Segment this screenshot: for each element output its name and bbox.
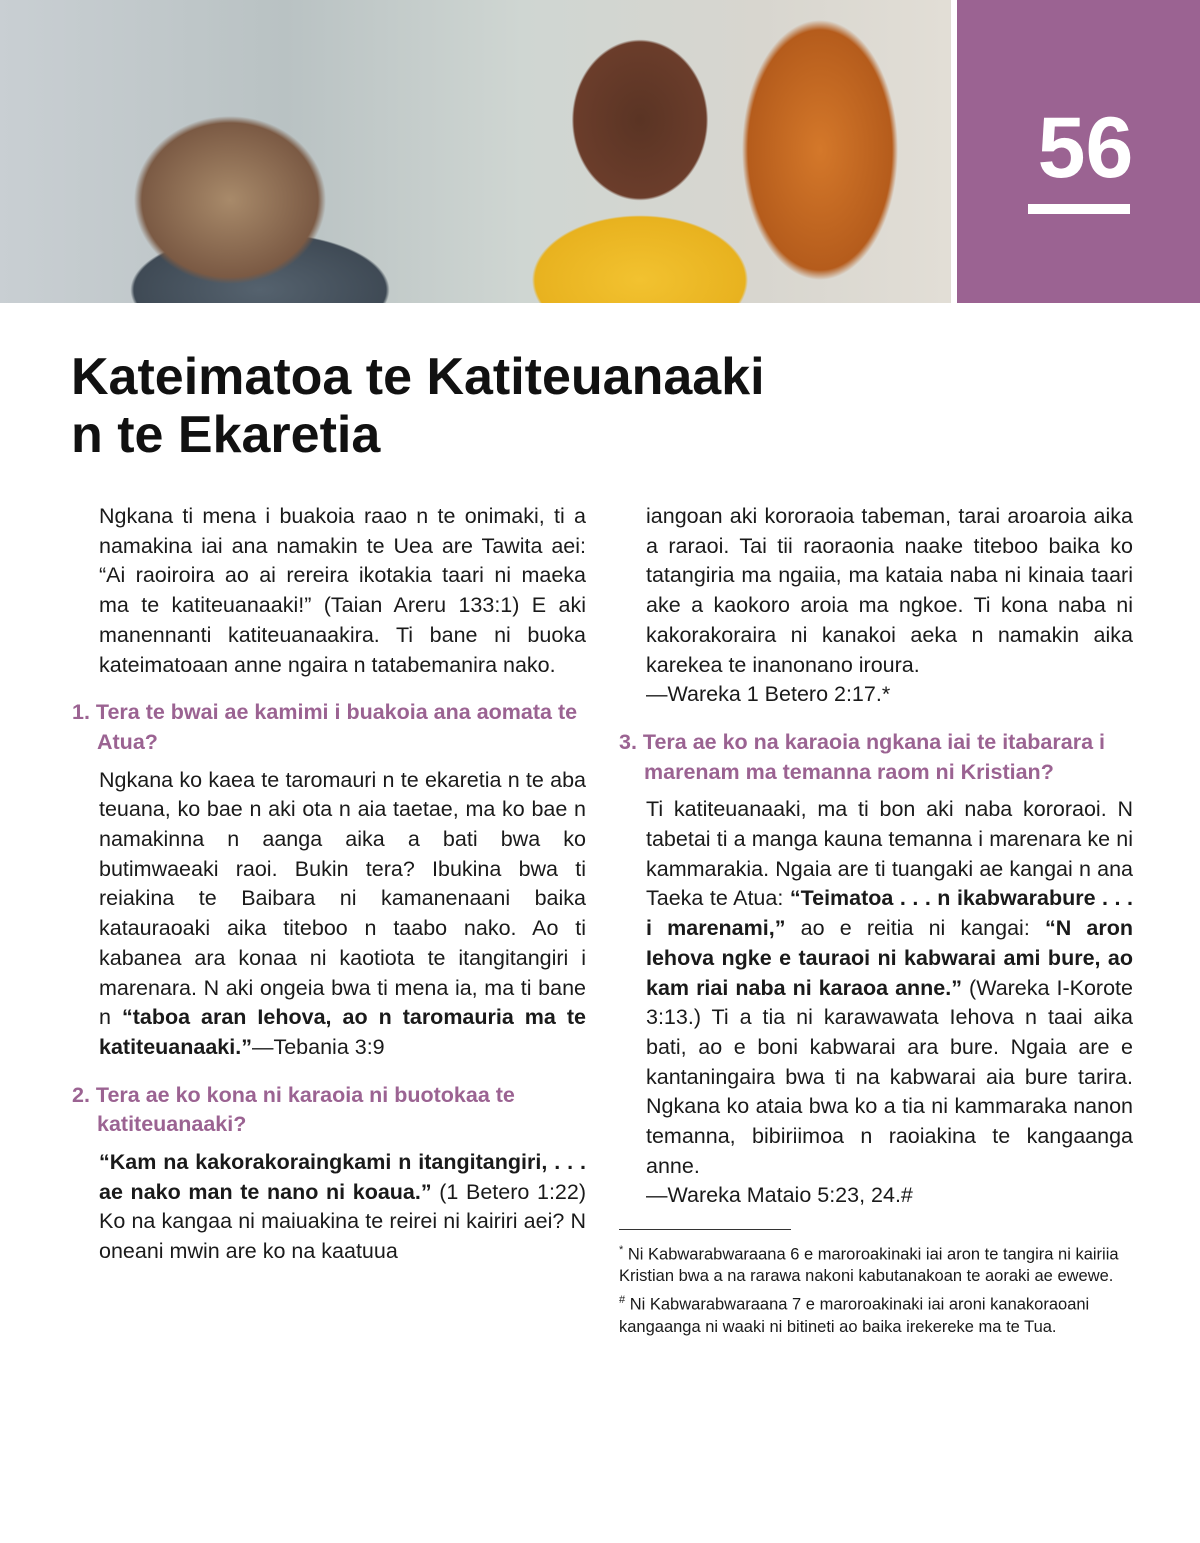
lesson-number-box — [957, 0, 1200, 303]
answer-text: (1 Betero 1:22) Ko na kangaa ni maiuakina te reirei ni kairiri aei? N oneani mwin are ko na kaatuua — [99, 1179, 587, 1264]
footnote-1 — [619, 1240, 1133, 1288]
column-left — [72, 502, 586, 1285]
intro-paragraph: Ngkana ti mena i buakoia raao n te onimaki, ti a namakina iai ana namakin te Uea are Tawita aei: “Ai raoiroira ao ai rereira ikotakia taari ni maeka ma te katiteuanaaki!” (Taian Areru 133:1) E aki manennanti katiteuanaakira. Ti bane ni buoka kateimatoaan anne ngaira n tatabemanira nako. — [99, 504, 586, 677]
footnote-mark: * — [619, 1244, 624, 1257]
scripture-quote: “taboa aran Iehova, ao n taromauria ma te katiteuanaaki.” — [99, 1005, 586, 1059]
scripture-reference: —Wareka Mataio 5:23, 24.# — [646, 1183, 913, 1208]
question-3: 3. Tera ae ko na karaoia ngkana iai te itabarara i marenam ma temanna raom ni Kristian? — [619, 729, 1105, 784]
scripture-quote: “N aron Iehova ngke e tauraoi ni kabwarai ami bure, ao kam riai naba ni karaoa anne.” — [646, 916, 1133, 1000]
answer-3 — [646, 795, 1133, 1211]
answer-text: iangoan aki kororaoia tabeman, tarai aroaroia aika a raraoi. Tai tii raoraonia naake titeboo baika ko tatangiria ma ngaiia, ma kataia naba ni kinaia taari ake a kaokoro aroia ma ngkoe. Ti kona naba ni kakorakoraira ni kanakoi aeka n namakin aika karekea te inanonano iroura. — [646, 504, 1133, 677]
page-title — [71, 348, 765, 464]
footnote-mark: # — [619, 1294, 626, 1307]
answer-1 — [99, 766, 586, 1063]
column-right — [619, 502, 1133, 1340]
lesson-number: 56 — [1037, 100, 1134, 196]
footnote-text: Ni Kabwarabwaraana 6 e maroroakinaki iai aron te tangira ni kairiia Kristian bwa a na rarawa nakoni kabutanakoan te aoraki ae ewewe. — [619, 1245, 1119, 1286]
title-line-2: n te Ekaretia — [71, 406, 381, 464]
lesson-number-underline — [1028, 204, 1130, 214]
footnote-2 — [619, 1290, 1133, 1338]
title-line-1: Kateimatoa te Katiteuanaaki — [71, 348, 765, 406]
scripture-quote: “Teimatoa . . . n ikabwarabure . . . i marenami,” — [646, 886, 1133, 941]
scripture-reference: —Tebania 3:9 — [251, 1034, 385, 1059]
scripture-quote: “Kam na kakorakoraingkami n itangitangiri, . . . ae nako man te nano ni koaua.” — [99, 1150, 586, 1204]
footnote-divider — [619, 1229, 791, 1230]
header-photo — [0, 0, 951, 303]
answer-text: Ti katiteuanaaki, ma ti bon aki naba kororaoi. N tabetai ti a manga kauna temanna i marenara ke ni kammarakia. Ngaia are ti tuangaki ae kangai n ana Taeka te Atua: — [646, 797, 1133, 911]
question-1: 1. Tera te bwai ae kamimi i buakoia ana aomata te Atua? — [72, 700, 578, 754]
answer-2-part-2 — [646, 502, 1133, 710]
question-2: 2. Tera ae ko kona ni karaoia ni buotokaa te katiteuanaaki? — [72, 1082, 515, 1137]
answer-2-part-1 — [99, 1148, 586, 1267]
answer-text: (Wareka I-Korote 3:13.) Ti a tia ni karawawata Iehova n taai aika bati, ao e boni kabwarai ara bure. Ngaia are e kantaningaira bwa ti na kabwarai aia bure tarira. Ngkana ko ataia bwa ko a tia ni kammaraka nanon temanna, bibiriimoa n raoiakina te kangaanga anne. — [646, 975, 1133, 1178]
footnote-text: Ni Kabwarabwaraana 7 e maroroakinaki iai aroni kanakoraoani kangaanga ni waaki ni bitineti ao baika irekereke ma te Tua. — [619, 1295, 1090, 1336]
answer-text: ao e reitia ni kangai: — [785, 916, 1045, 941]
scripture-reference: —Wareka 1 Betero 2:17.* — [646, 682, 891, 707]
answer-text: Ngkana ko kaea te taromauri n te ekaretia n te aba teuana, ko bae n aki ota n aia taetae, ma ko bae n namakinna n aanga aika a bati bwa ko butimwaeaki raoi. Bukin tera? Ibukina bwa ti reiakina te Baibara ni kamanenaani baika katauraoaki aika titeboo n taabo nako. Ao ti kabanea ara konaa ni kaotiota te itangitangiri i marenara. N aki ongeia bwa ti mena ia, ma ti bane n — [99, 767, 586, 1030]
